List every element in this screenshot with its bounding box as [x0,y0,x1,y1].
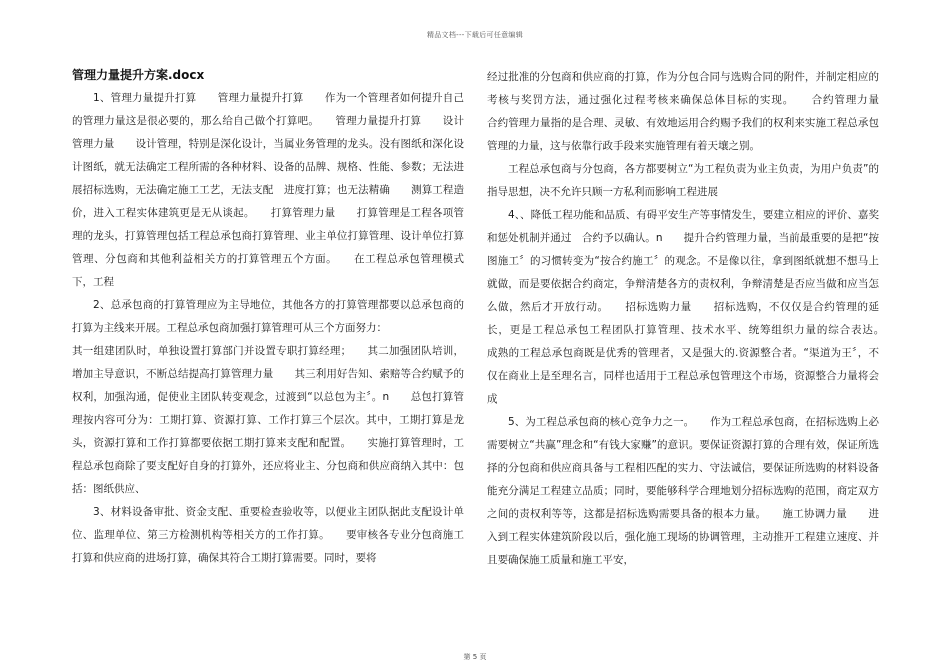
paragraph: 5、为工程总承包商的核心竞争力之一。 作为工程总承包商，在招标选购上必需要树立“共赢”理念和“有钱大家赚”的意识。要保证资源打算的合理有效，保证所选择的分包商和供应商具备与工程相匹配的实力、守法诚信，要保证所选购的材料设备能充分满足工程建立品质；同时，要能够科学合理地划分招标选购的范围，商定双方之间的责权利等等，这都是招标选购需要具备的根本力量。 施工协调力量 进入到工程实体建筑阶段以后，强化施工现场的协调管理，主动推开工程建立速度、并且要确保施工质量和施工平安， [487,416,879,566]
page-header-note: 精品文档---下载后可任意编辑 [426,31,524,39]
paragraph: 其一组建团队时，单独设置打算部门并设置专职打算经理； 其二加强团队培训，增加主导意识，不断总结提高打算管理力量 其三利用好告知、索赔等合约赋予的权利，加强沟通，促使业主团队转变观念，过渡到“以总包为主〞。n 总包打算管理按内容可分为：工期打算、资源打算、工作打算三个层次。其中，工期打算是龙头，资源打算和工作打算都要依据工期打算来支配和配置。 实施打算管理时，工程总承包商除了要支配好自身的打算外，还应将业主、分包商和供应商纳入其中：包括：图纸供应、 [72,345,464,495]
paragraph: 4、、降低工程功能和品质、有碍平安生产等事情发生，要建立相应的评价、嘉奖和惩处机制并通过 合约予以确认。n 提升合约管理力量，当前最重要的是把“按图施工〞的习惯转变为“按合约施工〞的观念。不是像以往，拿到图纸就想不想马上就做，而是要依据合约商定，争辩清楚各方的责权利，争辩清楚是否应当做和应当怎么做，然后才开放行动。 招标选购力量 招标选购，不仅仅是合约管理的延长，更是工程总承包工程团队打算管理、技术水平、统筹组织力量的综合表达。 成熟的工程总承包商既是优秀的管理者，又是强大的.资源整合者。“渠道为王〞，不仅在商业上是至理名言，同样也适用于工程总承包管理这个市场，资源整合力量将会成 [487,209,900,405]
left-column [72,66,464,570]
paragraph: 3、材料设备审批、资金支配、重要检查验收等，以便业主团队据此支配设计单位、监理单位、第三方检测机构等相关方的工作打算。 要审核各专业分包商施工打算和供应商的进场打算，确保其符合工期打算需要。同时，要将 [72,506,464,564]
paragraph: 经过批准的分包商和供应商的打算，作为分包合同与选购合同的附件，并制定相应的考核与奖罚方法，通过强化过程考核来确保总体目标的实现。 合约管理力量 合约管理力量指的是合理、灵敏、有效地运用合约赐予我们的权利来实施工程总承包管理的力量，这与依靠行政手段来实施管理有着天壤之别。 [487,71,900,152]
document-title: 管理力量提升方案.docx [72,68,205,82]
paragraph: 1、管理力量提升打算 管理力量提升打算 作为一个管理者如何提升自己的管理力量这是很必要的，那么给自己做个打算吧。 管理力量提升打算 设计管理力量 设计管理，特别是深化设计，当属业务管理的龙头。没有图纸和深化设计图纸，就无法确定工程所需的各种材料、设备的品牌、规格、性能、参数；无法进展招标选购，无法确定施工工艺，无法支配 进度打算；也无法精确 测算工程造价，进入工程实体建筑更是无从谈起。 打算管理力量 打算管理是工程各项管理的龙头，打算管理包括工程总承包商打算管理、业主单位打算管理、设计单位打算管理、分包商和其他利益相关方的打算管理五个方面。 在工程总承包管理模式下，工程 [72,92,464,288]
right-column [487,66,900,572]
paragraph: 2、总承包商的打算管理应为主导地位，其他各方的打算管理都要以总承包商的打算为主线来开展。工程总承包商加强打算管理可从三个方面努力： [72,299,464,334]
paragraph: 工程总承包商与分包商，各方都要树立“为工程负责为业主负责，为用户负责”的指导思想，决不允许只顾一方私利而影响工程进展 [487,163,879,198]
page-number: 第 5 页 [463,653,487,661]
